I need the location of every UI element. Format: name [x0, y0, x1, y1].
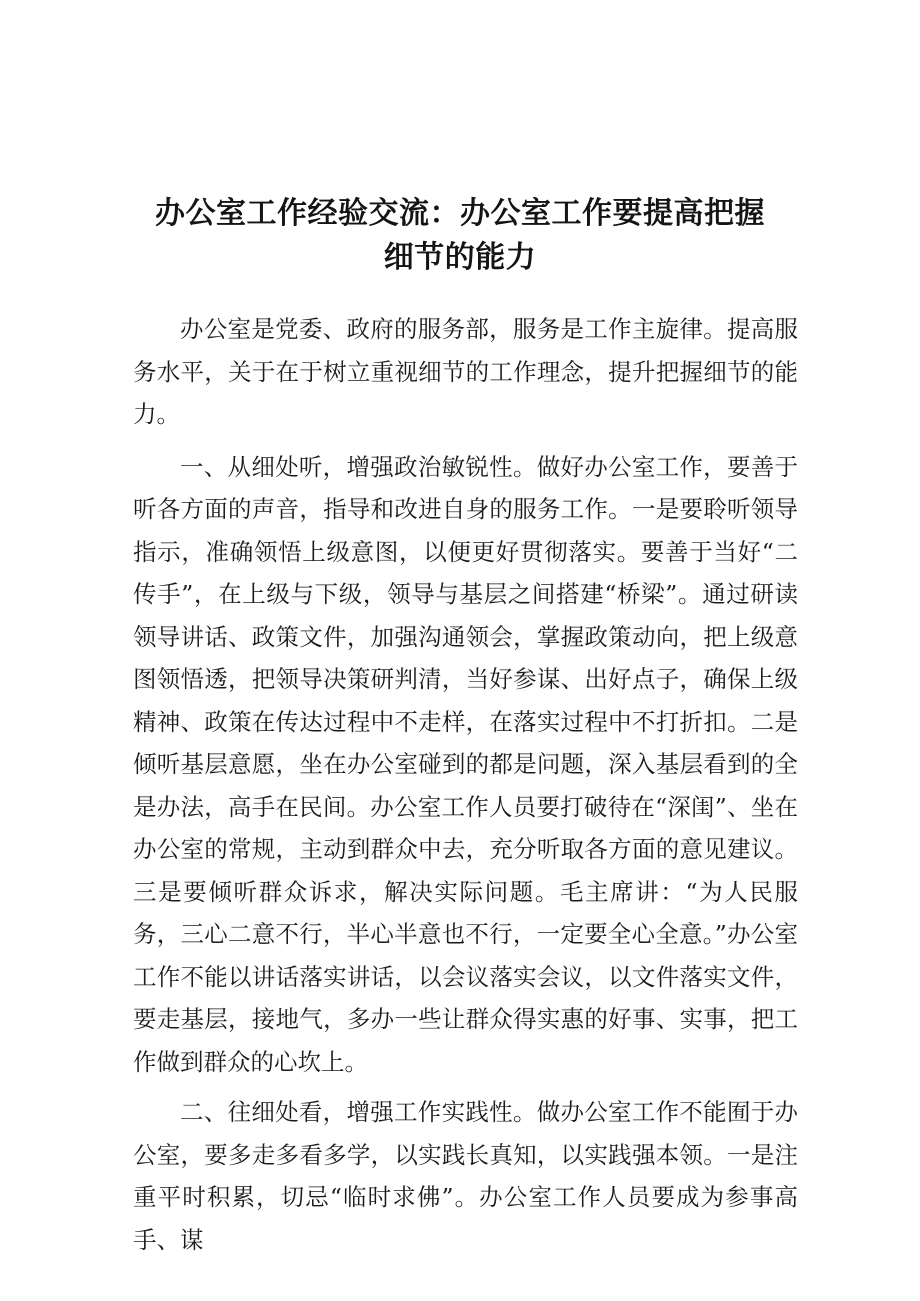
paragraph-section-2: 二、往细处看，增强工作实践性。做办公室工作不能囿于办公室，要多走多看多学，以实践长真知，以实践强本领。一是注重平时积累，切忌“临时求佛”。办公室工作人员要成为参事高手、谋	[133, 1098, 798, 1254]
paragraph-intro: 办公室是党委、政府的服务部，服务是工作主旋律。提高服务水平，关于在于树立重视细节的工作理念，提升把握细节的能力。	[133, 315, 798, 428]
title-line-1: 办公室工作经验交流：办公室工作要提高把握	[155, 196, 765, 231]
document-title	[130, 192, 790, 280]
paragraph-section-1: 一、从细处听，增强政治敏锐性。做好办公室工作，要善于听各方面的声音，指导和改进自身的服务工作。一是要聆听领导指示，准确领悟上级意图，以便更好贯彻落实。要善于当好“二传手”，在上级与下级，领导与基层之间搭建“桥梁”。通过研读领导讲话、政策文件，加强沟通领会，掌握政策动向，把上级意图领悟透，把领导决策研判清，当好参谋、出好点子，确保上级精神、政策在传达过程中不走样，在落实过程中不打折扣。二是倾听基层意愿，坐在办公室碰到的都是问题，深入基层看到的全是办法，高手在民间。办公室工作人员要打破待在“深闺”、坐在办公室的常规，主动到群众中去，充分听取各方面的意见建议。三是要倾听群众诉求，解决实际问题。毛主席讲：“为人民服务，三心二意不行，半心半意也不行，一定要全心全意。”办公室工作不能以讲话落实讲话，以会议落实会议，以文件落实文件，要走基层，接地气，多办一些让群众得实惠的好事、实事，把工作做到群众的心坎上。	[133, 452, 798, 1076]
title-line-2: 细节的能力	[383, 240, 537, 275]
document-body	[133, 308, 798, 1269]
